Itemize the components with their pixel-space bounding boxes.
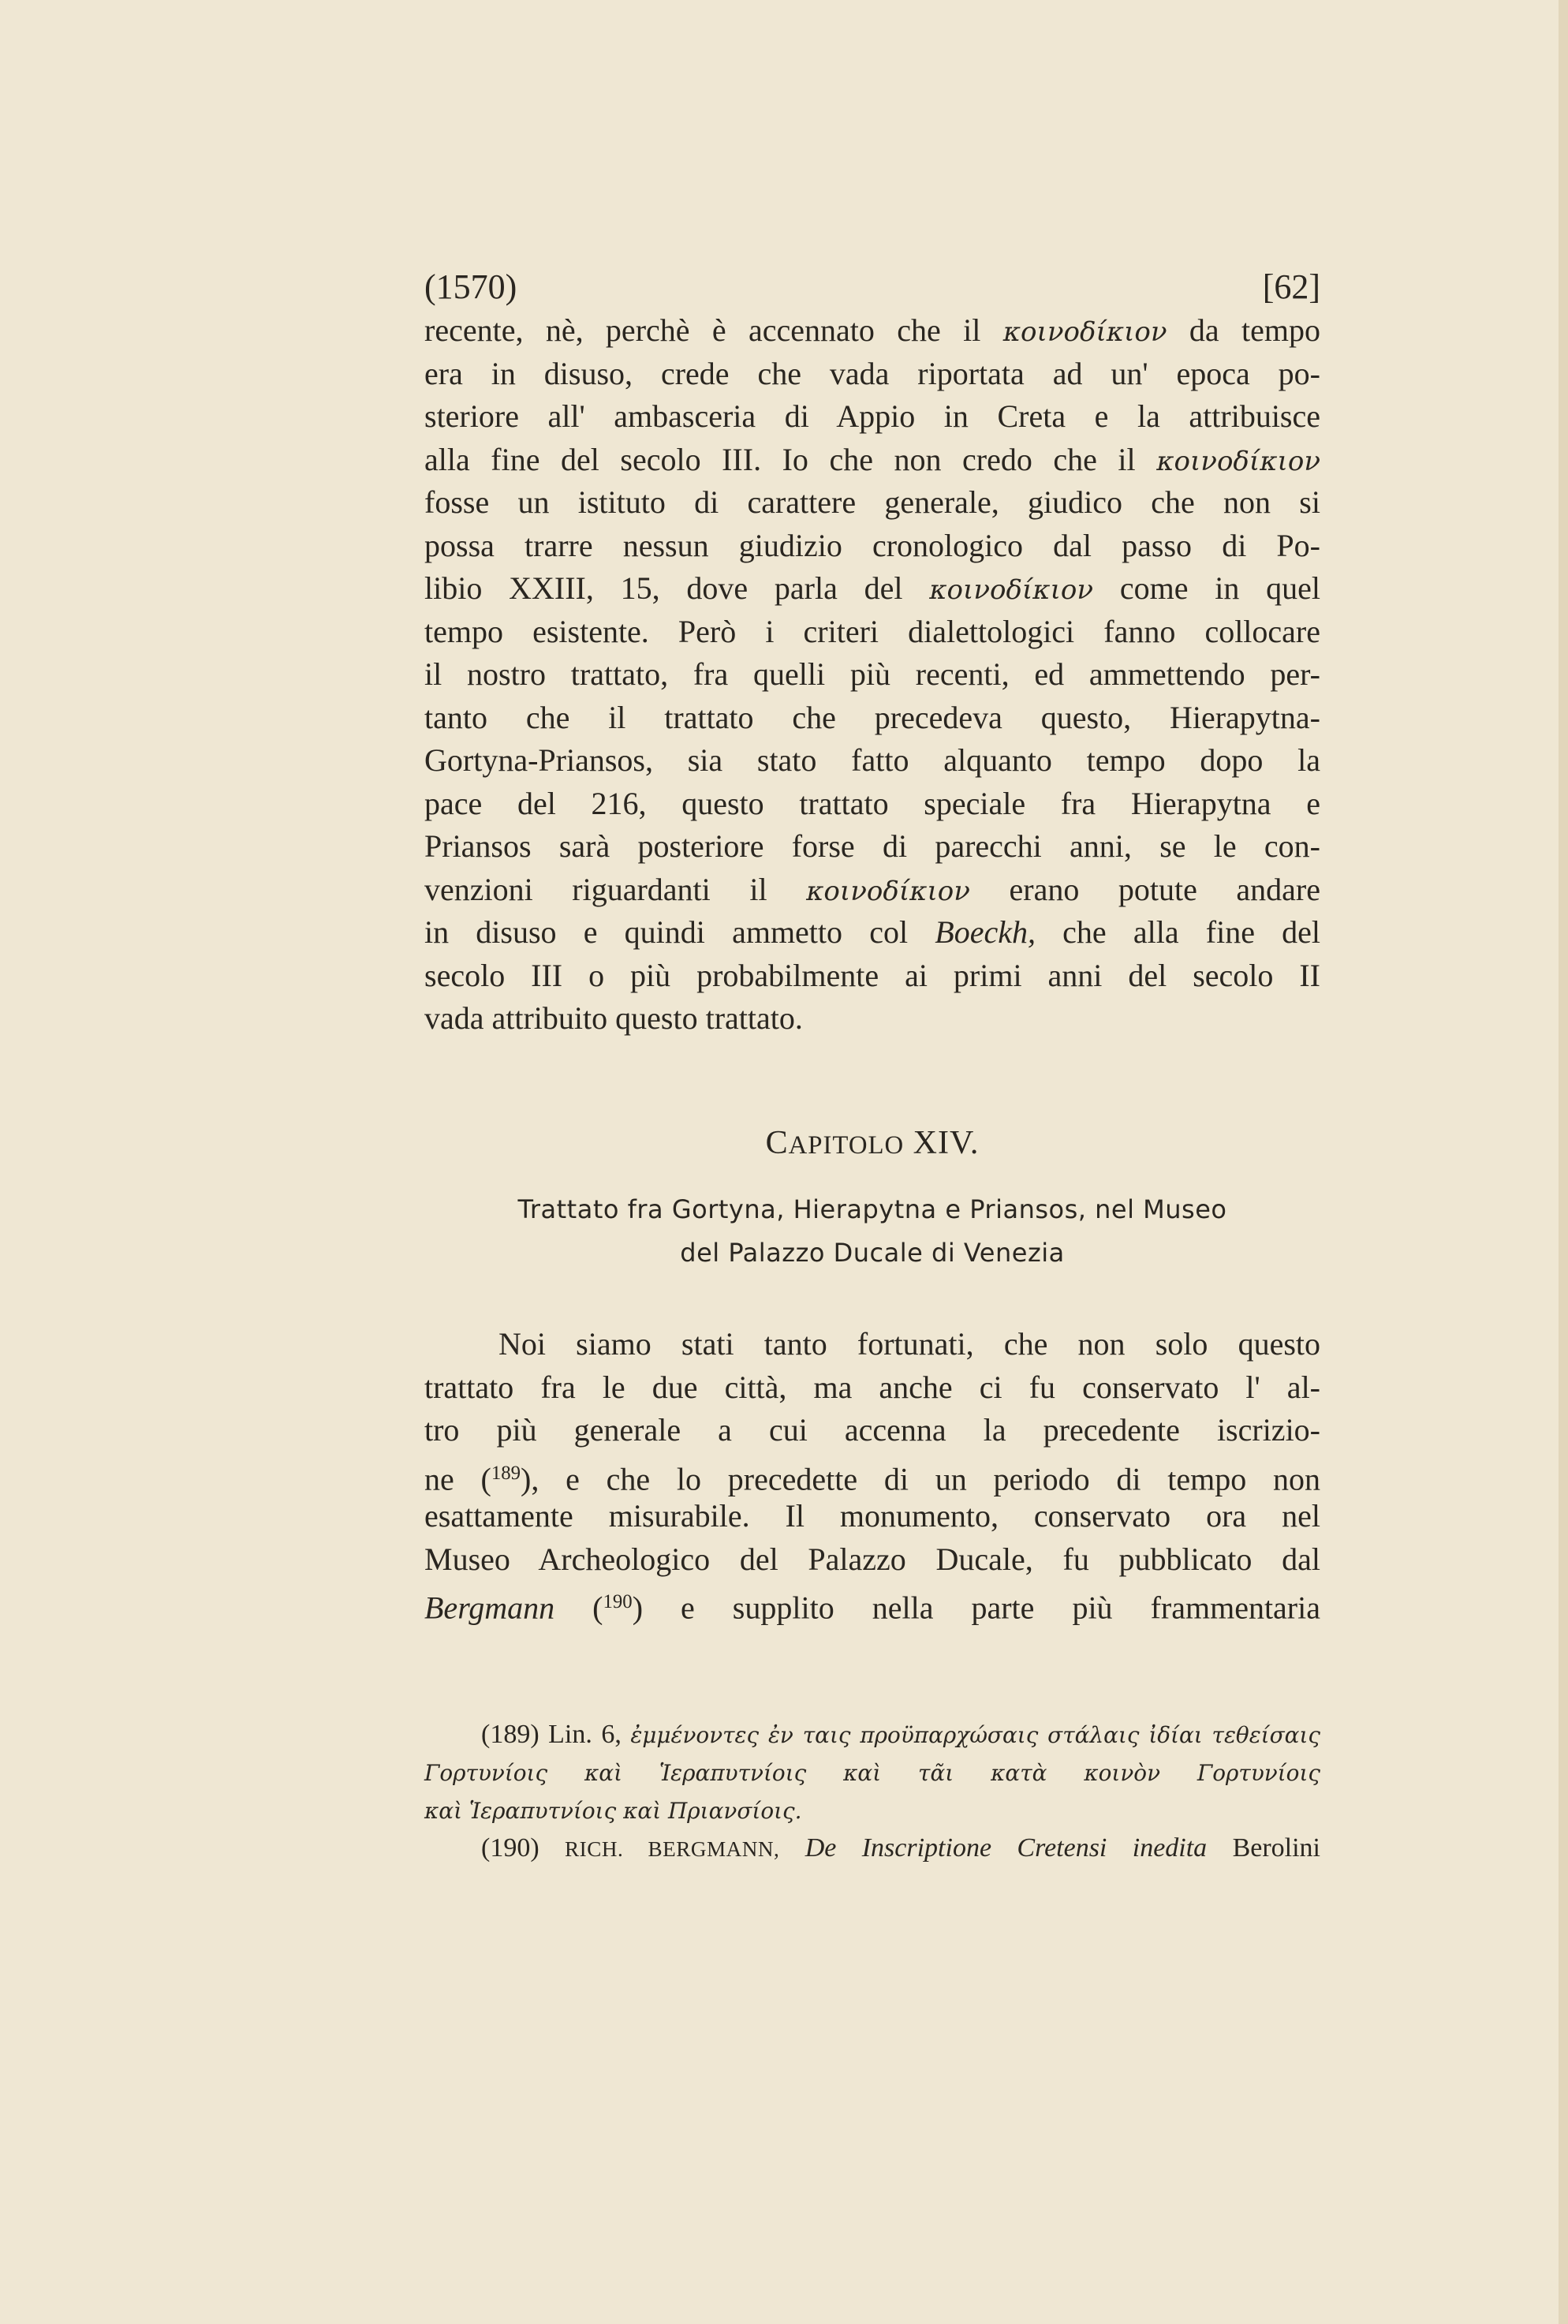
text-line	[424, 783, 1320, 826]
footnote-line	[424, 1754, 1320, 1792]
text-run: venzioni riguardanti il	[424, 871, 807, 907]
text-line	[424, 353, 1320, 396]
text-run: ), e che lo precedette di un periodo di tempo non	[521, 1461, 1321, 1497]
text-run: tro più generale a cui accenna la precedente iscrizio-	[424, 1412, 1320, 1448]
text-line	[424, 481, 1320, 525]
text-run: vada attribuito questo trattato.	[424, 1000, 803, 1036]
subtitle-line: del Palazzo Ducale di Venezia	[680, 1238, 1065, 1268]
text-run: Berolini	[1207, 1833, 1320, 1863]
chapter-subtitle	[424, 1188, 1320, 1275]
text-line	[424, 1495, 1320, 1538]
text-run: (190)	[481, 1833, 566, 1863]
subtitle-line: Trattato fra Gortyna, Hierapytna e Priansos, nel Museo	[517, 1194, 1227, 1224]
body-paragraph-2	[424, 1323, 1320, 1624]
text-line	[424, 395, 1320, 439]
text-run: possa trarre nessun giudizio cronologico dal passo di Po-	[424, 527, 1320, 563]
text-line	[424, 739, 1320, 783]
footnote-line	[424, 1716, 1320, 1754]
small-caps-text: RICH. BERGMANN,	[565, 1837, 780, 1861]
text-line	[424, 1452, 1320, 1496]
text-line	[424, 1538, 1320, 1582]
text-run: da tempo	[1167, 312, 1321, 348]
text-line	[424, 1409, 1320, 1452]
greek-text: καὶ Ἱεραπυτνίοις καὶ Πριανσίοις.	[424, 1798, 802, 1824]
text-run: era in disuso, crede che vada riportata ad un' epoca po-	[424, 355, 1320, 391]
greek-text: κοινοδίκιον	[1002, 316, 1167, 348]
text-run: trattato fra le due città, ma anche ci fu conservato l' al-	[424, 1369, 1320, 1405]
text-run: fosse un istituto di carattere generale, giudico che non si	[424, 484, 1320, 520]
greek-text: Γορτυνίοις καὶ Ἱεραπυτνίοις καὶ τᾶι κατὰ κοινὸν Γορτυνίοις	[424, 1760, 1320, 1786]
body-paragraph-1	[424, 309, 1320, 1041]
text-line	[424, 825, 1320, 869]
text-run: Gortyna-Priansos, sia stato fatto alquanto tempo dopo la	[424, 742, 1320, 778]
text-line	[424, 955, 1320, 998]
text-run: pace del 216, questo trattato speciale fra Hierapytna e	[424, 785, 1320, 821]
footnote-ref: 189	[491, 1462, 521, 1484]
footnote-line	[424, 1792, 1320, 1829]
text-run: recente, nè, perchè è accennato che il	[424, 312, 1003, 348]
chapter-cap-rest: APITOLO	[788, 1131, 905, 1160]
text-run	[779, 1833, 805, 1863]
italic-text: Bergmann	[424, 1590, 555, 1626]
text-run: libio XXIII, 15, dove parla del	[424, 570, 930, 606]
text-line	[424, 911, 1320, 955]
text-line	[424, 439, 1320, 482]
greek-text: κοινοδίκιον	[806, 875, 970, 907]
text-line	[424, 697, 1320, 740]
text-line	[424, 525, 1320, 568]
text-run: secolo III o più probabilmente ai primi anni del secolo II	[424, 957, 1320, 993]
text-run: ne (	[424, 1461, 491, 1497]
text-run: tanto che il trattato che precedeva questo, Hierapytna-	[424, 699, 1320, 735]
page-edge	[1559, 0, 1568, 2324]
greek-text: κοινοδίκιον	[1156, 445, 1320, 477]
text-line	[424, 1581, 1320, 1624]
greek-text: κοινοδίκιον	[929, 574, 1094, 606]
text-line	[424, 869, 1320, 912]
text-run: in disuso e quindi ammetto col	[424, 914, 935, 950]
text-run: Museo Archeologico del Palazzo Ducale, fu pubblicato dal	[424, 1541, 1320, 1577]
text-run: (	[554, 1590, 603, 1626]
italic-text: De Inscriptione Cretensi inedita	[805, 1833, 1208, 1863]
text-run: steriore all' ambasceria di Appio in Creta e la attribuisce	[424, 398, 1320, 434]
chapter-heading	[424, 1124, 1320, 1162]
text-run: (189) Lin. 6,	[481, 1720, 631, 1749]
chapter-cap-initial: C	[765, 1125, 789, 1161]
text-run: esattamente misurabile. Il monumento, conservato ora nel	[424, 1498, 1320, 1534]
text-run: alla fine del secolo III. Io che non credo che il	[424, 441, 1157, 477]
footnote-line	[424, 1829, 1320, 1867]
text-run: Noi siamo stati tanto fortunati, che non solo questo	[498, 1326, 1320, 1362]
text-run: come in quel	[1093, 570, 1320, 606]
text-line	[424, 567, 1320, 611]
footnotes	[424, 1716, 1320, 1867]
text-run: tempo esistente. Però i criteri dialettologici fanno collocare	[424, 613, 1320, 649]
text-line	[424, 653, 1320, 697]
italic-text: Boeckh,	[935, 914, 1036, 950]
greek-text: ἐμμένοντες ἐν ταις προϋπαρχώσαις στάλαις ἰδίαι τεθείσαις	[630, 1722, 1320, 1748]
page-number-left: (1570)	[424, 267, 517, 306]
footnote-ref: 190	[603, 1591, 633, 1612]
chapter-numeral: XIV.	[913, 1125, 980, 1161]
text-line	[424, 611, 1320, 654]
text-run: erano potute andare	[969, 871, 1321, 907]
text-line	[424, 997, 1320, 1041]
text-run: Priansos sarà posteriore forse di parecchi anni, se le con-	[424, 828, 1320, 864]
text-line	[424, 309, 1320, 353]
text-run: ) e supplito nella parte più frammentaria	[632, 1590, 1320, 1626]
text-line	[424, 1323, 1320, 1366]
text-run: il nostro trattato, fra quelli più recenti, ed ammettendo per-	[424, 656, 1320, 692]
text-line	[424, 1366, 1320, 1410]
page-number-right: [62]	[1262, 267, 1320, 306]
text-run: che alla fine del	[1035, 914, 1320, 950]
